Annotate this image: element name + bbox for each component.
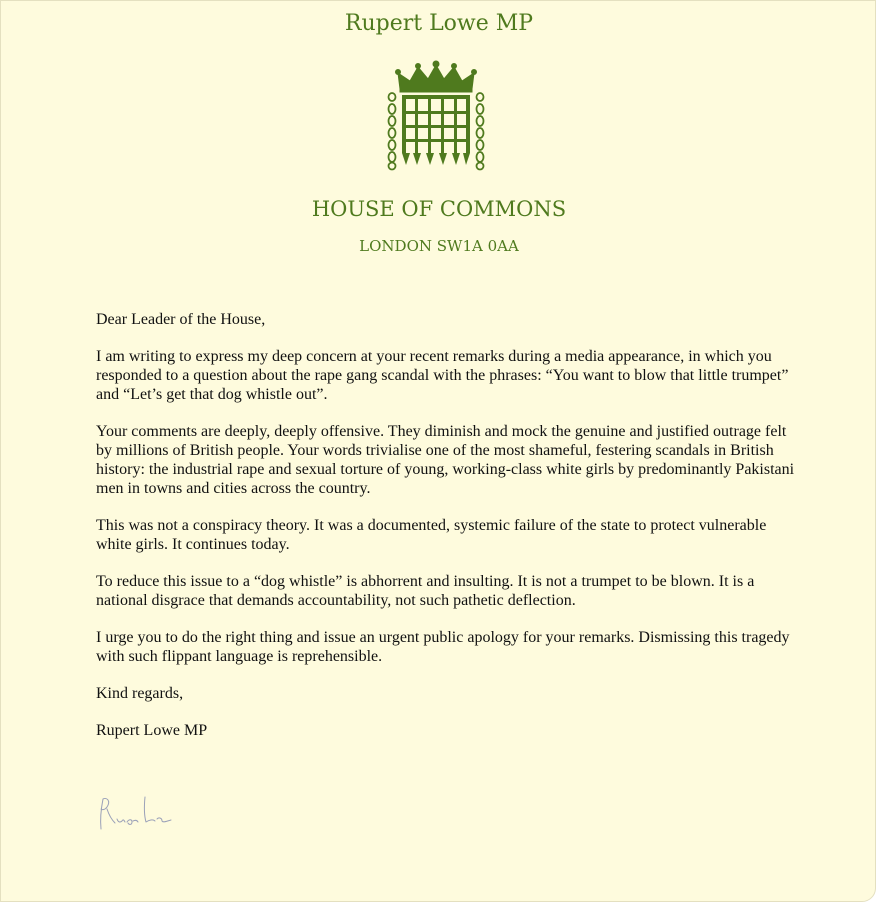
- letterhead-name: Rupert Lowe MP: [344, 11, 534, 36]
- paragraph: I urge you to do the right thing and issue an urgent public apology for your remarks. Dismissing this tragedy with such flippant language is reprehensible.: [96, 629, 790, 665]
- portcullis-icon: [386, 59, 486, 171]
- paragraph: This was not a conspiracy theory. It was a documented, systemic failure of the state to protect vulnerable white girls. It continues today.: [96, 517, 767, 553]
- institution-heading: HOUSE OF COMMONS: [311, 197, 567, 221]
- paragraph: Your comments are deeply, deeply offensive. They diminish and mock the genuine and justified outrage felt by millions of British people. Your words trivialise one of the most shameful, festering scandals in British history: the industrial rape and sexual torture of young, working-class white girls by predominantly Pakistani men in towns and cities across the country.: [96, 423, 795, 497]
- letter-body: [96, 310, 796, 758]
- paragraph: I am writing to express my deep concern at your recent remarks during a media appearance, in which you responded to a question about the rape gang scandal with the phrases: “You want to blow that little trumpet” and “Let’s get that dog whistle out”.: [96, 348, 789, 403]
- salutation: Dear Leader of the House,: [96, 311, 266, 328]
- sender-name: Rupert Lowe MP: [96, 722, 208, 739]
- closing: Kind regards,: [96, 685, 184, 702]
- paragraph: To reduce this issue to a “dog whistle” is abhorrent and insulting. It is not a trumpet to be blown. It is a national disgrace that demands accountability, not such pathetic deflection.: [96, 573, 755, 609]
- address-line: LONDON SW1A 0AA: [359, 237, 519, 255]
- handwritten-signature: [95, 789, 185, 835]
